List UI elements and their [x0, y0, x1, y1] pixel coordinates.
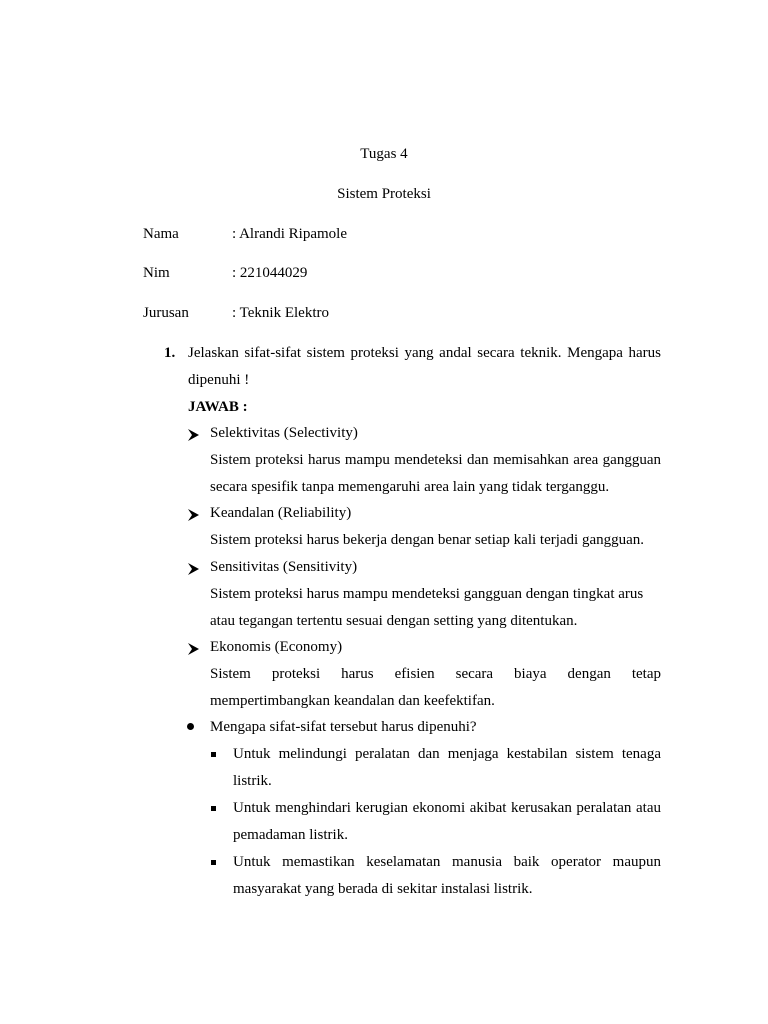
property-desc-selectivity-line2: secara spesifik tanpa memengaruhi area lain yang tidak terganggu. — [210, 479, 610, 495]
reason-3-line2: masyarakat yang berada di sekitar instalasi listrik. — [233, 881, 533, 897]
reason-2-line2: pemadaman listrik. — [233, 827, 348, 843]
property-desc-selectivity-line1: Sistem proteksi harus mampu mendeteksi dan memisahkan area gangguan — [210, 452, 661, 468]
round-bullet-icon — [187, 723, 194, 730]
property-title-economy: Ekonomis (Economy) — [210, 639, 343, 655]
property-desc-sensitivity-line2: atau tegangan tertentu sesuai dengan setting yang ditentukan. — [210, 613, 578, 629]
document-title: Tugas 4 — [360, 146, 408, 162]
question-text-line2: dipenuhi ! — [188, 372, 250, 388]
square-bullet-icon — [211, 860, 216, 865]
info-value-nama: : Alrandi Ripamole — [232, 226, 347, 242]
property-desc-reliability-line1: Sistem proteksi harus bekerja dengan benar setiap kali terjadi gangguan. — [210, 532, 645, 548]
info-label-nama: Nama — [143, 226, 179, 242]
question-text-line1: Jelaskan sifat-sifat sistem proteksi yang andal secara teknik. Mengapa harus — [188, 345, 661, 361]
why-title: Mengapa sifat-sifat tersebut harus dipenuhi? — [210, 719, 477, 735]
reason-1-line2: listrik. — [233, 773, 272, 789]
document-subtitle: Sistem Proteksi — [337, 186, 431, 202]
info-value-nim: : 221044029 — [232, 265, 308, 281]
reason-1-line1: Untuk melindungi peralatan dan menjaga kestabilan sistem tenaga — [233, 746, 661, 762]
property-title-sensitivity: Sensitivitas (Sensitivity) — [210, 559, 358, 575]
square-bullet-icon — [211, 806, 216, 811]
property-title-reliability: Keandalan (Reliability) — [210, 505, 352, 521]
info-label-jurusan: Jurusan — [143, 305, 189, 321]
arrowhead-bullet-icon — [187, 642, 200, 656]
answer-label: JAWAB : — [188, 399, 248, 415]
arrowhead-bullet-icon — [187, 428, 200, 442]
square-bullet-icon — [211, 752, 216, 757]
info-label-nim: Nim — [143, 265, 170, 281]
property-desc-sensitivity-line1: Sistem proteksi harus mampu mendeteksi gangguan dengan tingkat arus — [210, 586, 644, 602]
property-desc-economy-line1: Sistem proteksi harus efisien secara biaya dengan tetap — [210, 666, 661, 682]
reason-2-line1: Untuk menghindari kerugian ekonomi akibat kerusakan peralatan atau — [233, 800, 661, 816]
property-desc-economy-line2: mempertimbangkan keandalan dan keefektifan. — [210, 693, 495, 709]
info-value-jurusan: : Teknik Elektro — [232, 305, 329, 321]
arrowhead-bullet-icon — [187, 508, 200, 522]
property-title-selectivity: Selektivitas (Selectivity) — [210, 425, 358, 441]
question-number: 1. — [164, 345, 176, 361]
arrowhead-bullet-icon — [187, 562, 200, 576]
reason-3-line1: Untuk memastikan keselamatan manusia baik operator maupun — [233, 854, 661, 870]
